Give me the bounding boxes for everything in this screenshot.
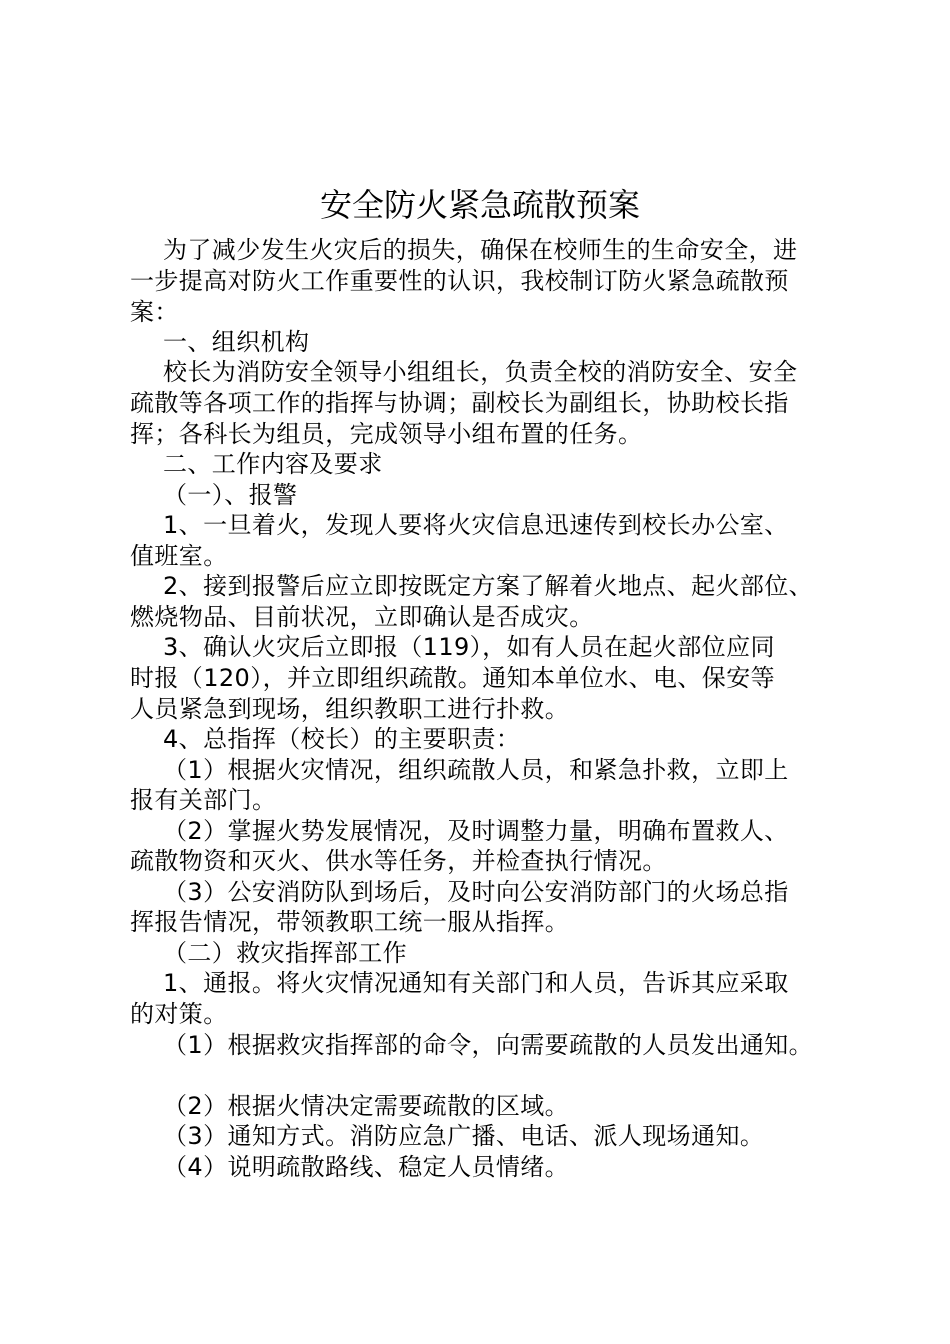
paragraph-line: 校长为消防安全领导小组组长，负责全校的消防安全、安全 <box>163 358 798 386</box>
paragraph-line: 一步提高对防火工作重要性的认识，我校制订防火紧急疏散预 <box>130 267 789 295</box>
paragraph-line: 的对策。 <box>130 1000 228 1028</box>
paragraph-line: 为了减少发生火灾后的损失，确保在校师生的生命安全，进 <box>163 236 798 264</box>
paragraph-line: 疏散物资和灭火、供水等任务，并检查执行情况。 <box>130 847 667 875</box>
section-heading: 二、工作内容及要求 <box>163 450 383 478</box>
paragraph-line: 2、接到报警后应立即按既定方案了解着火地点、起火部位、 <box>163 572 814 600</box>
paragraph-line: 挥报告情况，带领教职工统一服从指挥。 <box>130 908 570 936</box>
paragraph-line: （4）说明疏散路线、稳定人员情绪。 <box>163 1153 570 1181</box>
paragraph-line: （1）根据救灾指挥部的命令，向需要疏散的人员发出通知。 <box>163 1031 814 1059</box>
subsection-heading: （二）救灾指挥部工作 <box>163 939 407 967</box>
paragraph-line: 1、一旦着火，发现人要将火灾信息迅速传到校长办公室、 <box>163 511 789 539</box>
paragraph-line: 3、确认火灾后立即报（119），如有人员在起火部位应同 <box>163 633 775 661</box>
paragraph-line: 值班室。 <box>130 542 228 570</box>
paragraph-line: 疏散等各项工作的指挥与协调；副校长为副组长，协助校长指 <box>130 389 789 417</box>
section-heading: 一、组织机构 <box>163 328 310 356</box>
paragraph-line: （2）根据火情决定需要疏散的区域。 <box>163 1092 570 1120</box>
paragraph-line: （3）通知方式。消防应急广播、电话、派人现场通知。 <box>163 1122 765 1150</box>
paragraph-line: 人员紧急到现场，组织教职工进行扑救。 <box>130 695 570 723</box>
paragraph-line: （3）公安消防队到场后，及时向公安消防部门的火场总指 <box>163 878 789 906</box>
subsection-heading: （一）、报警 <box>163 481 298 509</box>
paragraph-line: 案： <box>130 298 179 326</box>
paragraph-line: 时报（120），并立即组织疏散。通知本单位水、电、保安等 <box>130 664 776 692</box>
paragraph-line: 4、总指挥（校长）的主要职责： <box>163 725 521 753</box>
document-title: 安全防火紧急疏散预案 <box>319 186 640 224</box>
paragraph-line: 报有关部门。 <box>130 786 277 814</box>
paragraph-line: （2）掌握火势发展情况，及时调整力量，明确布置救人、 <box>163 817 789 845</box>
paragraph-line: （1）根据火灾情况，组织疏散人员，和紧急扑救，立即上 <box>163 756 789 784</box>
paragraph-line: 燃烧物品、目前状况，立即确认是否成灾。 <box>130 603 594 631</box>
paragraph-line: 挥；各科长为组员，完成领导小组布置的任务。 <box>130 420 643 448</box>
paragraph-line: 1、通报。将火灾情况通知有关部门和人员，告诉其应采取 <box>163 969 789 997</box>
